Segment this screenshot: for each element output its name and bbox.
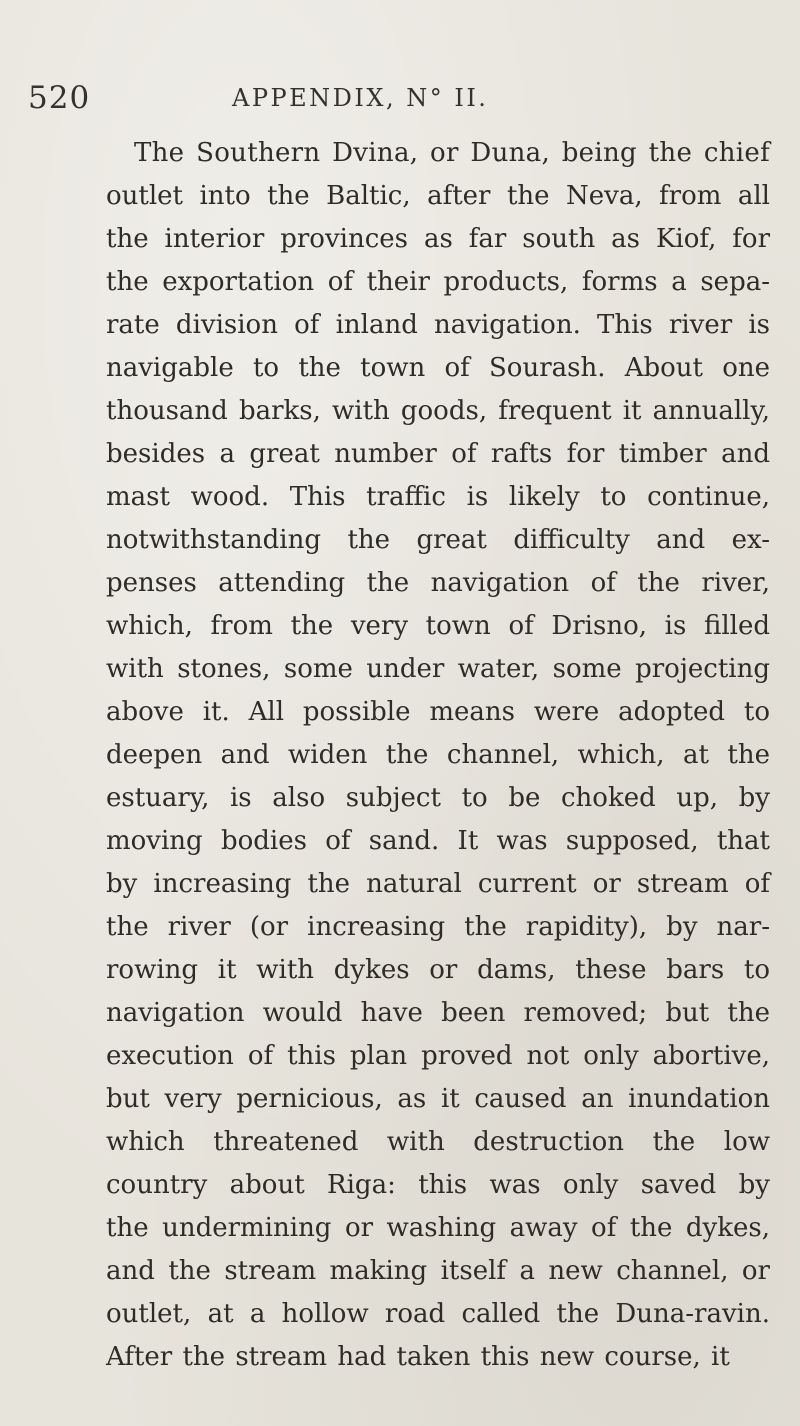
text-line: deepen and widen the channel, which, at the	[106, 740, 770, 770]
text-line: but very pernicious, as it caused an inundation	[106, 1084, 770, 1114]
text-line: above it. All possible means were adopted to	[106, 697, 770, 727]
text-line: moving bodies of sand. It was supposed, that	[106, 826, 770, 856]
text-line: besides a great number of rafts for timber and	[106, 439, 770, 469]
text-line: navigable to the town of Sourash. About one	[106, 353, 770, 383]
text-line: The Southern Dvina, or Duna, being the chief	[134, 138, 770, 168]
text-line: the exportation of their products, forms a sepa-	[106, 267, 770, 297]
body-text	[106, 132, 770, 1379]
text-line: notwithstanding the great difficulty and ex-	[106, 525, 770, 555]
text-line: After the stream had taken this new course, it	[106, 1342, 730, 1372]
text-line: the interior provinces as far south as Kiof, for	[106, 224, 770, 254]
text-line: execution of this plan proved not only abortive,	[106, 1041, 770, 1071]
text-line: mast wood. This traffic is likely to continue,	[106, 482, 770, 512]
text-line: which threatened with destruction the low	[106, 1127, 770, 1157]
text-line: estuary, is also subject to be choked up, by	[106, 783, 770, 813]
text-line: which, from the very town of Drisno, is filled	[106, 611, 770, 641]
text-line: navigation would have been removed; but the	[106, 998, 770, 1028]
text-line: rate division of inland navigation. This river is	[106, 310, 770, 340]
text-line: rowing it with dykes or dams, these bars to	[106, 955, 770, 985]
running-head: APPENDIX, N° II.	[232, 84, 489, 112]
text-line: outlet, at a hollow road called the Duna-ravin.	[106, 1299, 770, 1329]
text-line: penses attending the navigation of the river,	[106, 568, 770, 598]
text-line: the undermining or washing away of the dykes,	[106, 1213, 770, 1243]
text-line: with stones, some under water, some projecting	[106, 654, 770, 684]
text-line: thousand barks, with goods, frequent it annually,	[106, 396, 770, 426]
text-line: by increasing the natural current or stream of	[106, 869, 770, 899]
text-line: country about Riga: this was only saved by	[106, 1170, 770, 1200]
text-line: and the stream making itself a new channel, or	[106, 1256, 770, 1286]
text-line: the river (or increasing the rapidity), by nar-	[106, 912, 770, 942]
text-line: outlet into the Baltic, after the Neva, from all	[106, 181, 770, 211]
page-number: 520	[28, 80, 91, 116]
